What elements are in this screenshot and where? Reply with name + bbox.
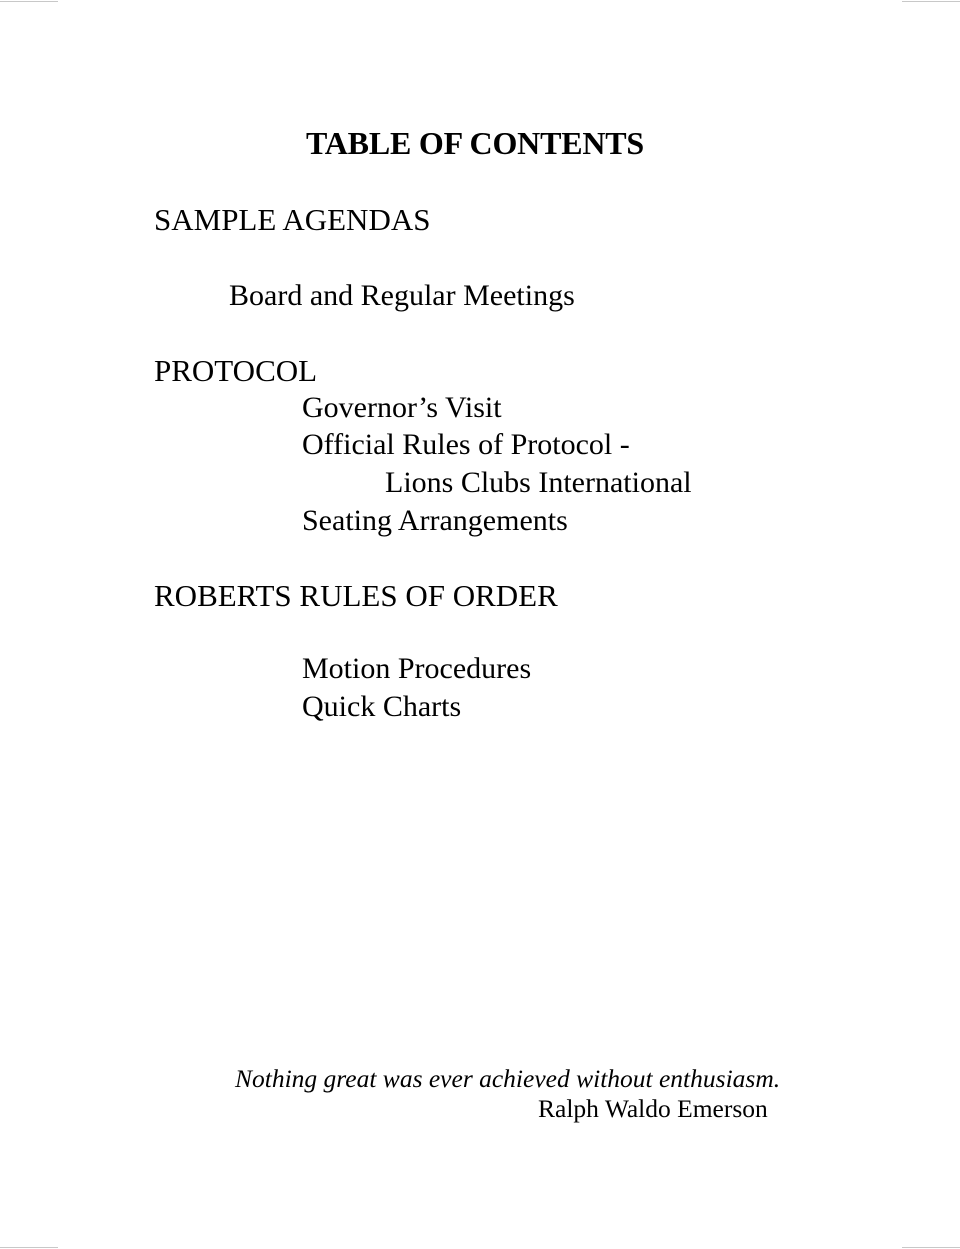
section-heading-roberts-rules: ROBERTS RULES OF ORDER bbox=[154, 578, 558, 613]
crop-mark-bottom-right bbox=[902, 1247, 960, 1248]
toc-item-board-meetings: Board and Regular Meetings bbox=[229, 279, 575, 312]
quote-author: Ralph Waldo Emerson bbox=[538, 1094, 768, 1123]
crop-mark-top-right bbox=[902, 1, 960, 2]
toc-item-motion-procedures: Motion Procedures bbox=[302, 652, 532, 685]
toc-item-quick-charts: Quick Charts bbox=[302, 690, 462, 723]
section-heading-sample-agendas: SAMPLE AGENDAS bbox=[154, 202, 431, 237]
quote-text: Nothing great was ever achieved without enthusiasm. bbox=[235, 1064, 781, 1093]
section-heading-protocol: PROTOCOL bbox=[154, 353, 318, 388]
toc-item-governors-visit: Governor’s Visit bbox=[302, 391, 502, 424]
toc-item-lions-clubs: Lions Clubs International bbox=[385, 466, 692, 499]
toc-item-official-rules: Official Rules of Protocol - bbox=[302, 428, 630, 461]
crop-mark-top-left bbox=[0, 1, 58, 2]
crop-mark-bottom-left bbox=[0, 1247, 58, 1248]
page-title: TABLE OF CONTENTS bbox=[306, 125, 645, 161]
toc-item-seating-arrangements: Seating Arrangements bbox=[302, 504, 568, 537]
